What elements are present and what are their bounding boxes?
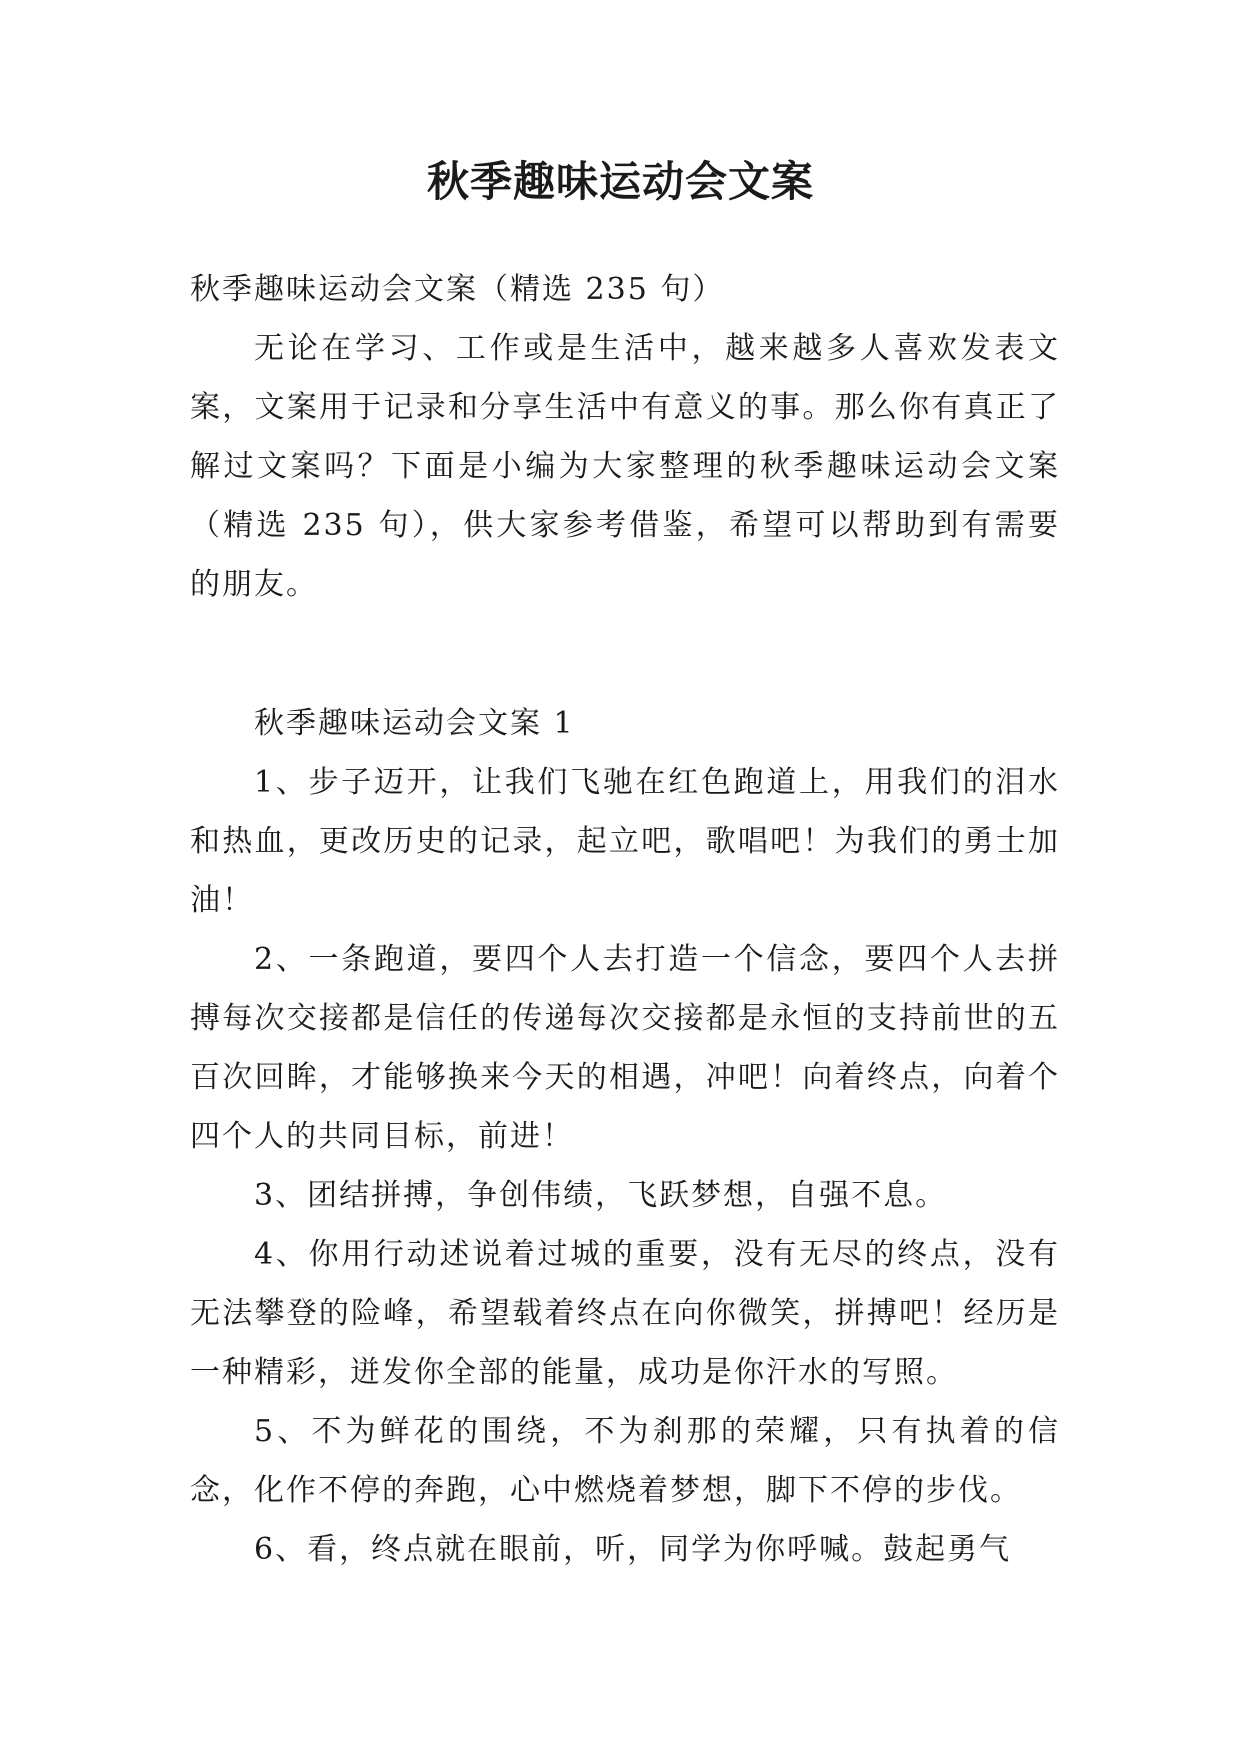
intro-paragraph: 无论在学习、工作或是生活中，越来越多人喜欢发表文案，文案用于记录和分享生活中有意义的事。那么你有真正了解过文案吗？下面是小编为大家整理的秋季趣味运动会文案（精选 235 句），供大家参考借鉴，希望可以帮助到有需要的朋友。	[190, 331, 1060, 602]
list-item: 1、步子迈开，让我们飞驰在红色跑道上，用我们的泪水和热血，更改历史的记录，起立吧，歌唱吧！为我们的勇士加油！	[190, 765, 1060, 918]
list-item: 5、不为鲜花的围绕，不为刹那的荣耀，只有执着的信念，化作不停的奔跑，心中燃烧着梦想，脚下不停的步伐。	[190, 1414, 1060, 1508]
list-item: 2、一条跑道，要四个人去打造一个信念，要四个人去拼搏每次交接都是信任的传递每次交接都是永恒的支持前世的五百次回眸，才能够换来今天的相遇，冲吧！向着终点，向着个四个人的共同目标，前进！	[190, 942, 1060, 1154]
section-heading: 秋季趣味运动会文案 1	[254, 706, 575, 741]
section-spacer	[190, 614, 1060, 694]
document-title: 秋季趣味运动会文案	[426, 157, 814, 206]
list-item: 4、你用行动述说着过城的重要，没有无尽的终点，没有无法攀登的险峰，希望载着终点在向你微笑，拼搏吧！经历是一种精彩，迸发你全部的能量，成功是你汗水的写照。	[190, 1237, 1060, 1390]
list-item: 6、看，终点就在眼前，听，同学为你呼喊。鼓起勇气	[254, 1532, 1012, 1567]
document-subtitle: 秋季趣味运动会文案（精选 235 句）	[190, 272, 725, 307]
document-body	[190, 260, 1060, 1579]
list-item: 3、团结拼搏，争创伟绩，飞跃梦想，自强不息。	[254, 1178, 948, 1213]
